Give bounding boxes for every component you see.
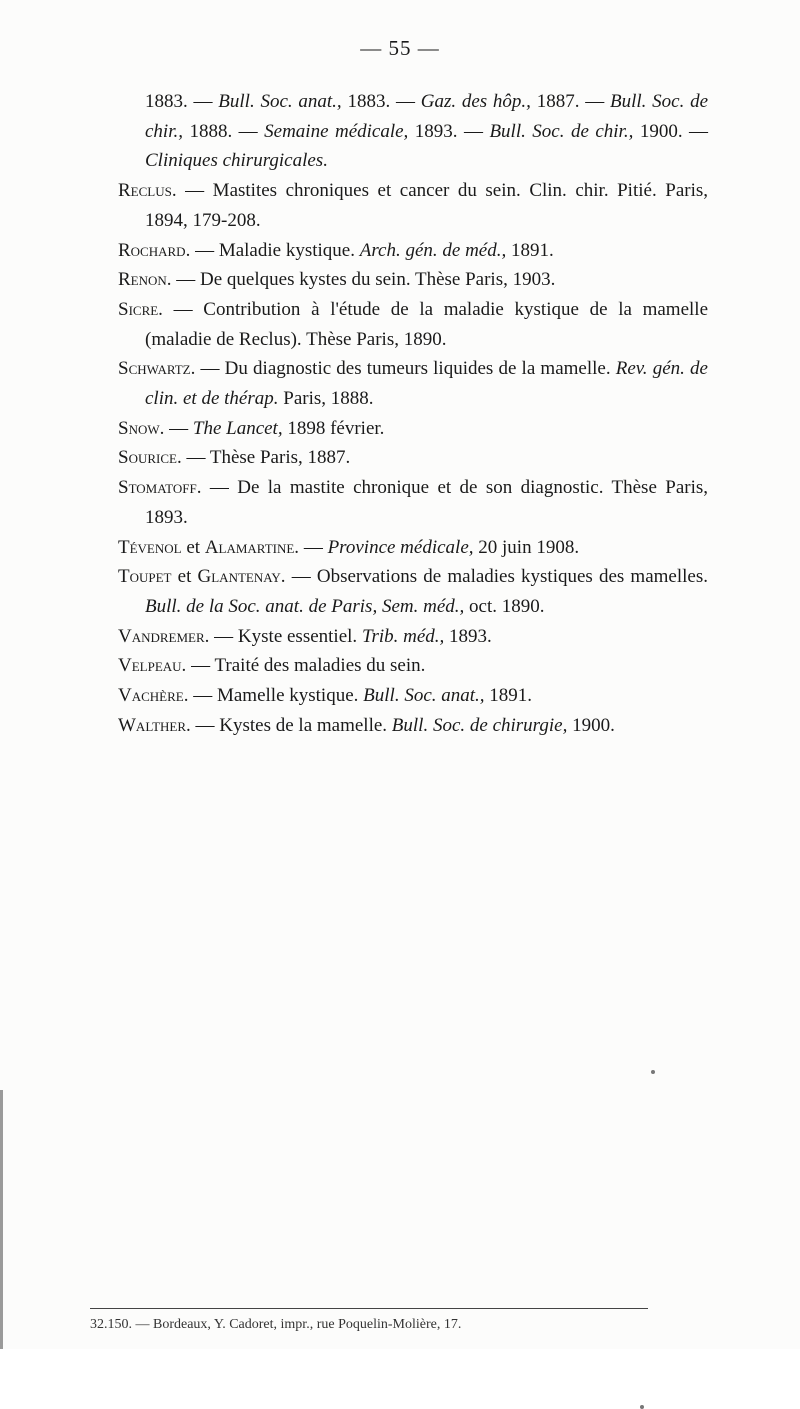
author-name: Tévenol	[118, 536, 182, 558]
bibliography-entry-sicre: Sicre. — Contribution à l'étude de la maladie kystique de la mamelle (maladie de Reclus). Thèse Paris, 1890.	[118, 298, 708, 350]
author-name: Velpeau.	[118, 655, 187, 677]
author-name: Walther.	[118, 714, 191, 736]
author-name: Glantenay.	[197, 566, 286, 588]
scan-speck	[651, 1070, 655, 1074]
bibliography-entry-snow: Snow. — The Lancet, 1898 février.	[118, 417, 385, 439]
printer-imprint: 32.150. — Bordeaux, Y. Cadoret, impr., rue Poquelin-Molière, 17.	[90, 1317, 462, 1332]
bibliography-entry-reclus: Reclus. — Mastites chroniques et cancer du sein. Clin. chir. Pitié. Paris, 1894, 179-208.	[118, 180, 708, 231]
scan-speck	[640, 1405, 644, 1409]
bibliography-entry-sourice: Sourice. — Thèse Paris, 1887.	[118, 447, 351, 469]
author-name: Vachère.	[118, 685, 189, 707]
author-name: Snow.	[118, 417, 165, 439]
author-name: Sourice.	[118, 447, 182, 469]
bibliography-list	[118, 87, 708, 740]
author-name: Stomatoff.	[118, 477, 202, 499]
bibliography-entry-continued: 1883. — Bull. Soc. anat., 1883. — Gaz. des hôp., 1887. — Bull. Soc. de chir., 1888. — Semaine médicale, 1893. — Bull. Soc. de chir., 1900. — Cliniques chirurgicales.	[145, 91, 709, 172]
author-name: Toupet	[118, 566, 172, 588]
bibliography-entry-stomatoff: Stomatoff. — De la mastite chronique et de son diagnostic. Thèse Paris, 1893.	[118, 477, 708, 528]
bibliography-entry-walther: Walther. — Kystes de la mamelle. Bull. Soc. de chirurgie, 1900.	[118, 714, 615, 736]
bibliography-entry-renon: Renon. — De quelques kystes du sein. Thèse Paris, 1903.	[118, 269, 556, 291]
scan-edge-shadow	[0, 1090, 3, 1349]
author-name: Reclus.	[118, 180, 177, 202]
footer-divider	[90, 1308, 648, 1309]
bibliography-entry-schwartz: Schwartz. — Du diagnostic des tumeurs liquides de la mamelle. Rev. gén. de clin. et de thérap. Paris, 1888.	[118, 358, 708, 410]
bibliography-entry-velpeau: Velpeau. — Traité des maladies du sein.	[118, 655, 426, 677]
bibliography-entry-vandremer: Vandremer. — Kyste essentiel. Trib. méd., 1893.	[118, 625, 492, 647]
page-number: — 55 —	[360, 36, 440, 60]
author-name: Sicre.	[118, 298, 163, 320]
bibliography-entry-tevenol: Tévenol et Alamartine. — Province médicale, 20 juin 1908.	[118, 536, 580, 558]
author-name: Renon.	[118, 269, 172, 291]
bibliography-entry-rochard: Rochard. — Maladie kystique. Arch. gén. de méd., 1891.	[118, 239, 554, 261]
author-name: Schwartz.	[118, 358, 196, 380]
author-name: Rochard.	[118, 239, 191, 261]
author-name: Alamartine.	[204, 536, 300, 558]
bibliography-entry-toupet: Toupet et Glantenay. — Observations de maladies kystiques des mamelles. Bull. de la Soc. anat. de Paris, Sem. méd., oct. 1890.	[118, 566, 708, 617]
bibliography-entry-vachere: Vachère. — Mamelle kystique. Bull. Soc. anat., 1891.	[118, 685, 533, 707]
author-name: Vandremer.	[118, 625, 210, 647]
